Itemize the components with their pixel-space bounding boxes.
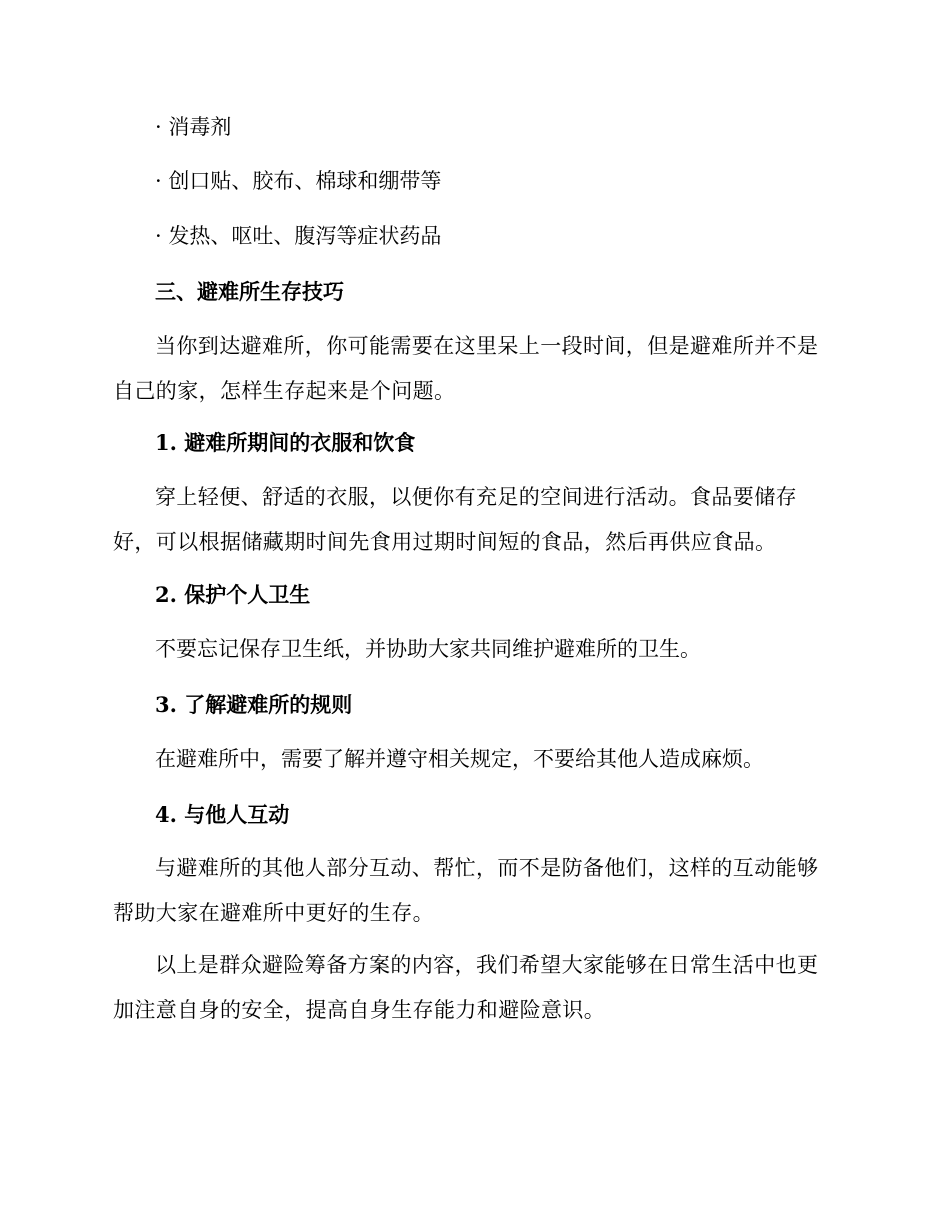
subsection-heading-1: 1. 避难所期间的衣服和饮食 [155,430,416,455]
subsection-heading-3: 3. 了解避难所的规则 [155,692,353,717]
closing-line-1: 以上是群众避险筹备方案的内容，我们希望大家能够在日常生活中也更 [155,953,819,977]
subsection-paragraph-3: 在避难所中，需要了解并遵守相关规定，不要给其他人造成麻烦。 [155,747,764,771]
subsection-heading-4: 4. 与他人互动 [155,802,290,827]
subsection-paragraph-1 [113,475,835,565]
intro-line-1: 当你到达避难所，你可能需要在这里呆上一段时间，但是避难所并不是 [155,334,819,358]
intro-paragraph [113,324,835,414]
closing-paragraph [113,943,835,1033]
section-heading: 三、避难所生存技巧 [155,279,344,304]
bullet-symptom-medicine: · 发热、呕吐、腹泻等症状药品 [155,224,442,248]
subsection-1-line-2: 好，可以根据储藏期时间先食用过期时间短的食品，然后再供应食品。 [113,530,777,554]
subsection-4-line-2: 帮助大家在避难所中更好的生存。 [113,901,434,925]
subsection-heading-2: 2. 保护个人卫生 [155,582,311,607]
subsection-1-line-1: 穿上轻便、舒适的衣服，以便你有充足的空间进行活动。食品要储存 [155,485,797,509]
subsection-paragraph-4 [113,846,835,936]
bullet-disinfectant: · 消毒剂 [155,115,232,139]
subsection-4-line-1: 与避难所的其他人部分互动、帮忙，而不是防备他们，这样的互动能够 [155,856,819,880]
intro-line-2: 自己的家，怎样生存起来是个问题。 [113,379,456,403]
bullet-bandages: · 创口贴、胶布、棉球和绷带等 [155,169,442,193]
subsection-paragraph-2: 不要忘记保存卫生纸，并协助大家共同维护避难所的卫生。 [155,637,701,661]
closing-line-2: 加注意自身的安全，提高自身生存能力和避险意识。 [113,998,606,1022]
